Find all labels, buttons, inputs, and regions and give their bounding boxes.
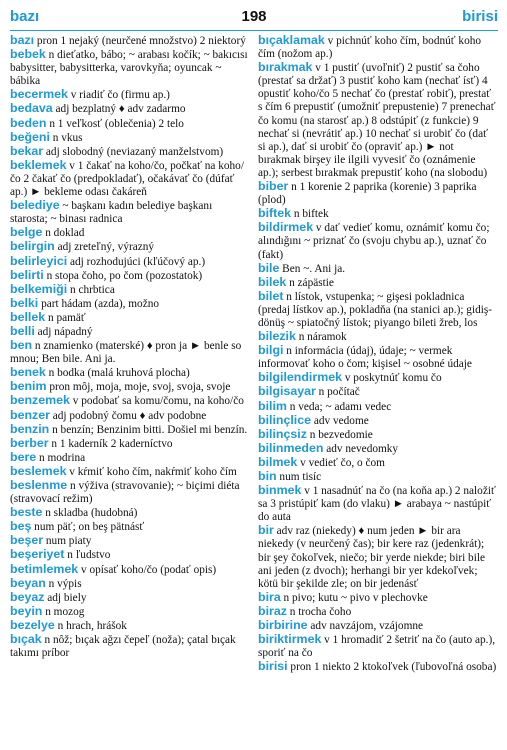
entry-definition: v riadiť čo (firmu ap.)	[67, 89, 170, 102]
dictionary-entry	[10, 437, 249, 451]
entry-headword: bin	[258, 469, 277, 483]
dictionary-entry	[10, 339, 249, 366]
entry-definition: adv nevedomky	[323, 442, 399, 455]
entry-headword: ben	[10, 338, 33, 353]
entry-headword: beslenme	[10, 478, 68, 492]
entry-headword: bilgi	[258, 343, 284, 358]
entry-headword: beş	[10, 519, 32, 534]
entry-headword: beşer	[10, 533, 44, 548]
entry-definition: v kŕmiť koho čím, nakŕmiť koho čím	[66, 465, 237, 478]
dictionary-entry	[10, 577, 249, 591]
entry-headword: belge	[10, 225, 43, 240]
entry-definition: n zápästie	[286, 276, 334, 289]
dictionary-entry	[10, 479, 249, 506]
entry-headword: benim	[10, 379, 47, 394]
dictionary-entry	[10, 605, 249, 619]
page-number: 198	[241, 8, 267, 25]
entry-definition: adj nápadný	[34, 325, 93, 338]
dictionary-entry	[258, 591, 497, 605]
dictionary-entry	[10, 34, 249, 48]
entry-headword: belkemiği	[10, 281, 68, 296]
entry-definition: n veda; ~ adamı vedec	[286, 400, 392, 413]
dictionary-entry	[10, 394, 249, 408]
entry-definition: n informácia (údaj), údaje; ~ vermek informovať koho o čom; kişisel ~ osobné údaje	[258, 345, 472, 371]
dictionary-entry	[258, 61, 497, 180]
entry-columns	[10, 34, 498, 674]
entry-definition: n lístok, vstupenka; ~ gişesi pokladnica (predaj lístkov ap.), pokladňa (na stanici ap.); gidiş-dönüş ~ spiatočný lístok; piyango bileti žreb, los	[258, 290, 493, 329]
entry-definition: n hrach, hrášok	[54, 619, 127, 632]
dictionary-entry	[10, 506, 249, 520]
entry-definition: n dieťatko, bábo; ~ arabası kočík; ~ bakıcısı babysitter, babysitterka, varovkyňa; oyuncak ~ bábika	[10, 49, 248, 88]
dictionary-entry	[10, 145, 249, 159]
entry-headword: bıçaklamak	[258, 33, 325, 47]
entry-headword: benzer	[10, 407, 50, 422]
dictionary-entry	[258, 385, 497, 399]
entry-headword: birisi	[258, 659, 288, 674]
dictionary-entry	[10, 465, 249, 479]
entry-headword: bazı	[10, 33, 35, 47]
entry-headword: beklemek	[10, 157, 67, 172]
entry-headword: bedava	[10, 101, 53, 116]
entry-headword: belirti	[10, 267, 44, 282]
entry-definition: v poskytnúť komu čo	[342, 372, 442, 385]
dictionary-entry	[10, 548, 249, 562]
dictionary-entry	[10, 255, 249, 269]
entry-headword: bilinmeden	[258, 440, 324, 455]
entry-headword: beyan	[10, 575, 46, 590]
entry-headword: bıçak	[10, 632, 42, 647]
dictionary-entry	[10, 619, 249, 633]
dictionary-entry	[258, 34, 497, 61]
dictionary-entry	[10, 159, 249, 199]
entry-definition: n 1 veľkosť (oblečenia) 2 telo	[46, 117, 184, 130]
dictionary-entry	[10, 131, 249, 145]
entry-headword: beğeni	[10, 129, 50, 144]
entry-headword: bilezik	[258, 329, 296, 344]
entry-definition: v dať vedieť komu, oznámiť komu čo; alındığını ~ priznať čo (svoju chybu ap.), uznať čo (fakt)	[258, 222, 490, 261]
entry-definition: n benzín; Benzinim bitti. Došiel mi benzín.	[49, 423, 248, 436]
entry-definition: n bezvedomie	[306, 428, 373, 441]
dictionary-entry	[258, 660, 497, 674]
entry-headword: bere	[10, 449, 37, 464]
entry-headword: bezelye	[10, 617, 55, 632]
entry-headword: berber	[10, 435, 49, 450]
entry-headword: belki	[10, 295, 39, 310]
entry-headword: bilinçlice	[258, 412, 312, 427]
dictionary-entry	[258, 633, 497, 660]
entry-definition: n vkus	[49, 131, 83, 144]
entry-headword: belirleyici	[10, 253, 68, 268]
dictionary-entry	[10, 48, 249, 88]
entry-headword: bellek	[10, 309, 46, 324]
dictionary-entry	[258, 371, 497, 385]
entry-headword: bira	[258, 589, 281, 604]
entry-headword: bilim	[258, 398, 287, 413]
entry-definition: adj bezplatný ♦ adv zadarmo	[52, 103, 186, 116]
entry-definition: n znamienko (materské) ♦ pron ja ► benle so mnou; Ben bile. Ani ja.	[10, 340, 242, 366]
entry-definition: n mozog	[42, 605, 85, 618]
entry-definition: part hádam (azda), možno	[38, 297, 160, 310]
entry-definition: n skladba (hudobná)	[42, 507, 138, 520]
entry-headword: bırakmak	[258, 60, 313, 75]
entry-headword: bildirmek	[258, 220, 314, 235]
entry-headword: belediye	[10, 198, 60, 213]
dictionary-entry	[10, 534, 249, 548]
dictionary-entry	[10, 199, 249, 226]
dictionary-entry	[10, 563, 249, 577]
dictionary-entry	[258, 442, 497, 456]
entry-definition: n doklad	[42, 227, 85, 240]
entry-definition: v pichnúť koho čím, bodnúť koho čím (nožom ap.)	[258, 35, 482, 61]
entry-headword: belli	[10, 323, 35, 338]
entry-headword: beslemek	[10, 463, 67, 478]
dictionary-entry	[258, 470, 497, 484]
entry-definition: pron 1 niekto 2 ktokoľvek (ľubovoľná osoba)	[287, 661, 497, 674]
entry-headword: beden	[10, 115, 47, 130]
dictionary-entry	[258, 456, 497, 470]
dictionary-entry	[10, 240, 249, 254]
dictionary-entry	[10, 226, 249, 240]
dictionary-entry	[258, 605, 497, 619]
entry-definition: adj zreteľný, výrazný	[54, 241, 155, 254]
entry-headword: benzin	[10, 421, 50, 436]
dictionary-entry	[258, 207, 497, 221]
dictionary-entry	[10, 633, 249, 660]
entry-definition: n náramok	[295, 331, 347, 344]
entry-definition: adv raz (niekedy) ♦ num jeden ► bir ara niekedy (v neurčený čas); bir kere raz (jedenkrát); bir şey čokoľvek, niečo; bir yerde niekde; biri bile ani jeden (z dvoch); herhangi bir yer kdekoľvek; kötü bir şekilde zle; on bir jedenásť	[258, 525, 486, 590]
header-first-headword: bazı	[10, 8, 40, 25]
entry-definition: v 1 nasadnúť na čo (na koňa ap.) 2 naložiť sa 3 pristúpiť kam (do vlaku) ► arabaya ~ nastúpiť do auta	[258, 485, 496, 524]
entry-definition: adj podobný čomu ♦ adv podobne	[49, 409, 207, 422]
dictionary-entry	[10, 423, 249, 437]
entry-definition: n biftek	[291, 208, 329, 221]
entry-definition: n pivo; kutu ~ pivo v plechovke	[280, 591, 428, 604]
entry-headword: birbirine	[258, 618, 308, 633]
entry-headword: bile	[258, 260, 280, 275]
entry-headword: bilinçsiz	[258, 426, 307, 441]
dictionary-entry	[258, 414, 497, 428]
entry-headword: betimlemek	[10, 561, 79, 576]
dictionary-entry	[10, 88, 249, 102]
entry-definition: adv navzájom, vzájomne	[307, 620, 424, 633]
entry-headword: bilgisayar	[258, 384, 316, 399]
entry-definition: adv vedome	[311, 414, 369, 427]
dictionary-entry	[258, 400, 497, 414]
entry-headword: biber	[258, 179, 289, 194]
entry-definition: num päť; on beş pätnásť	[31, 521, 145, 534]
entry-definition: v 1 čakať na koho/čo, počkať na koho/čo 2 čakať čo (predpokladať), očakávať čo (dúfať ap.) ► bekleme odası čakáreň	[10, 159, 244, 199]
entry-headword: bir	[258, 523, 274, 538]
entry-headword: benzemek	[10, 393, 70, 408]
entry-headword: bekar	[10, 143, 44, 158]
entry-definition: ~ başkanı kadın belediye başkanı starosta; ~ binası radnica	[10, 200, 213, 226]
entry-headword: biraz	[258, 603, 287, 618]
dictionary-entry	[10, 591, 249, 605]
entry-headword: biftek	[258, 206, 292, 221]
entry-definition: n ľudstvo	[64, 549, 111, 562]
entry-headword: biriktirmek	[258, 632, 322, 647]
header-last-headword: birisi	[462, 8, 498, 25]
dictionary-entry	[10, 380, 249, 394]
entry-definition: n nôž; bıçak ağzı čepeľ (noža); çatal bıçak takımı príbor	[10, 634, 236, 660]
dictionary-entry	[10, 409, 249, 423]
dictionary-entry	[258, 428, 497, 442]
entry-definition: num piaty	[43, 535, 92, 548]
right-column	[258, 34, 497, 674]
entry-definition: n bodka (malá kruhová plocha)	[45, 367, 190, 380]
entry-definition: v opísať koho/čo (podať opis)	[78, 563, 217, 576]
dictionary-entry	[10, 283, 249, 297]
dictionary-entry	[258, 524, 497, 590]
page-header	[10, 6, 498, 31]
dictionary-entry	[258, 180, 497, 207]
entry-definition: n pamäť	[45, 311, 86, 324]
entry-definition: pron môj, moja, moje, svoj, svoja, svoje	[46, 381, 231, 394]
entry-definition: adj biely	[44, 591, 87, 604]
dictionary-entry	[258, 344, 497, 371]
entry-headword: beşeriyet	[10, 547, 65, 562]
entry-headword: belirgin	[10, 239, 55, 254]
entry-definition: adj slobodný (neviazaný manželstvom)	[43, 145, 224, 158]
dictionary-entry	[258, 619, 497, 633]
entry-definition: n 1 kaderník 2 kaderníctvo	[48, 437, 173, 450]
entry-definition: adj rozhodujúci (kľúčový ap.)	[67, 255, 206, 268]
entry-definition: n výživa (stravovanie); ~ biçimi diéta (stravovací režim)	[10, 480, 240, 506]
entry-definition: n trocha čoho	[286, 605, 352, 618]
entry-definition: v 1 pustiť (uvoľniť) 2 pustiť sa čoho (prestať sa držať) 3 pustiť koho kam (nechať ísť) 4 opustiť koho/čo 5 nechať čo (prestať robiť), prestať s čím 6 prepustiť (umožniť prepustenie) 7 prenechať čo komu (na starosť ap.) 8 odstúpiť (z funkcie) 9 nechať si (nevrátiť ap.) 10 nechať si urobiť čo (dať si ap.), dať si urobiť čo (opraviť ap.) ► not bırakmak birşey ile ilgili vyvesiť čo (oznámenie ap.); serbest bırakmak prepustiť koho (na slobodu)	[258, 62, 496, 179]
entry-definition: n stopa čoho, po čom (pozostatok)	[43, 269, 203, 282]
entry-definition: n výpis	[45, 577, 82, 590]
entry-definition: num tisíc	[276, 471, 322, 483]
dictionary-entry	[10, 269, 249, 283]
dictionary-entry	[10, 520, 249, 534]
dictionary-entry	[258, 276, 497, 290]
entry-definition: pron 1 nejaký (neurčené množstvo) 2 niektorý	[34, 35, 246, 47]
dictionary-entry	[258, 484, 497, 524]
entry-headword: bebek	[10, 47, 46, 62]
dictionary-entry	[10, 451, 249, 465]
entry-headword: binmek	[258, 483, 302, 498]
entry-definition: v vedieť čo, o čom	[297, 456, 385, 469]
entry-definition: n chrbtica	[67, 283, 115, 296]
dictionary-entry	[10, 297, 249, 311]
dictionary-entry	[10, 311, 249, 325]
entry-headword: bilgilendirmek	[258, 370, 342, 385]
dictionary-entry	[10, 325, 249, 339]
entry-definition: Ben ~. Ani ja.	[279, 262, 346, 275]
entry-headword: bilet	[258, 288, 284, 303]
dictionary-entry	[10, 366, 249, 380]
entry-definition: n modrina	[36, 451, 86, 464]
entry-headword: bilmek	[258, 454, 298, 469]
entry-headword: beyin	[10, 603, 43, 618]
dictionary-entry	[258, 262, 497, 276]
entry-definition: v 1 hromadiť 2 šetriť na čo (auto ap.), sporiť na čo	[258, 634, 496, 660]
entry-headword: beste	[10, 505, 43, 520]
entry-definition: n počítač	[315, 386, 360, 399]
entry-headword: becermek	[10, 87, 68, 102]
left-column	[10, 34, 249, 674]
entry-headword: benek	[10, 365, 46, 380]
entry-headword: beyaz	[10, 589, 45, 604]
dictionary-entry	[258, 221, 497, 261]
entry-definition: n 1 korenie 2 paprika (korenie) 3 paprika (plod)	[258, 181, 477, 207]
entry-headword: bilek	[258, 274, 287, 289]
dictionary-entry	[258, 330, 497, 344]
dictionary-entry	[258, 290, 497, 330]
dictionary-entry	[10, 117, 249, 131]
dictionary-entry	[10, 102, 249, 116]
entry-definition: v podobať sa komu/čomu, na koho/čo	[69, 395, 244, 408]
